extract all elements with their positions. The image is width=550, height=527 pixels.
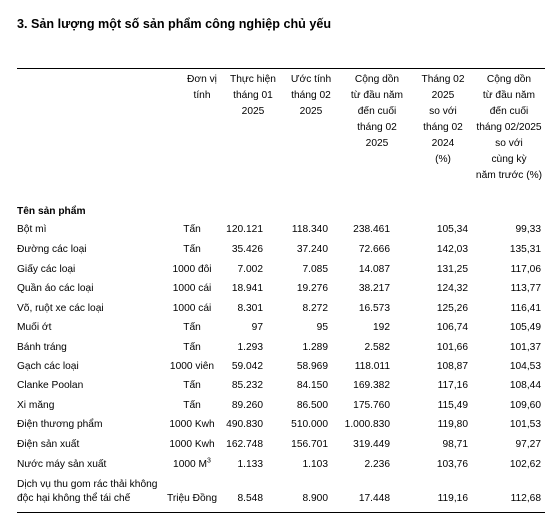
- value-cumulative: 72.666: [358, 244, 390, 255]
- value-feb: 1.103: [302, 459, 328, 470]
- unit-cell: 1000 Kwh: [169, 439, 215, 450]
- header-col4-line: tháng 02: [423, 122, 463, 133]
- product-name-line2: độc hại không thể tái chế: [17, 493, 131, 504]
- table-top-rule: [17, 68, 545, 69]
- value-yoy-cumulative: 101,53: [509, 419, 541, 430]
- table-bottom-rule: [17, 512, 545, 513]
- value-cumulative: 169.382: [353, 380, 390, 391]
- value-yoy-cumulative: 116,41: [510, 303, 541, 314]
- value-yoy-month: 124,32: [436, 283, 468, 294]
- value-cumulative: 2.236: [364, 459, 390, 470]
- value-feb: 86.500: [296, 400, 328, 411]
- value-yoy-cumulative: 112,68: [510, 493, 541, 504]
- header-unit-line: tính: [193, 90, 211, 101]
- unit-cell: Tấn: [183, 244, 201, 255]
- value-yoy-month: 131,25: [436, 264, 468, 275]
- value-yoy-cumulative: 109,60: [509, 400, 541, 411]
- header-col2-line: Ước tính: [290, 74, 332, 85]
- header-col2-line: tháng 02: [291, 90, 331, 101]
- header-col5-line: Cộng dồn: [486, 74, 532, 85]
- value-jan: 35.426: [231, 244, 263, 255]
- unit-cell: Tấn: [183, 380, 201, 391]
- header-col4: [416, 72, 470, 168]
- value-jan: 8.548: [237, 493, 263, 504]
- product-name: Clanke Poolan: [17, 380, 84, 391]
- header-col4-line: Tháng 02: [421, 74, 465, 85]
- value-feb: 118.340: [291, 224, 328, 235]
- unit-cell: Triệu Đồng: [166, 493, 218, 504]
- value-feb: 8.272: [302, 303, 328, 314]
- unit-cell: [160, 458, 224, 471]
- value-yoy-month: 106,74: [436, 322, 468, 333]
- value-cumulative: 1.000.830: [344, 419, 390, 430]
- header-col3-line: tháng 02: [357, 122, 397, 133]
- value-jan: 120.121: [226, 224, 263, 235]
- value-jan: 18.941: [231, 283, 263, 294]
- value-cumulative: 38.217: [358, 283, 390, 294]
- value-yoy-cumulative: 101,37: [509, 342, 541, 353]
- header-col1-line: Thực hiện: [230, 74, 276, 85]
- product-name: Dịch vụ thu gom rác thải không: [17, 479, 158, 490]
- header-col5-line: từ đầu năm: [482, 90, 536, 101]
- product-name: Bột mì: [17, 224, 47, 235]
- header-unit-line: Đơn vị: [187, 74, 217, 85]
- value-cumulative: 16.573: [358, 303, 390, 314]
- value-cumulative: 175.760: [353, 400, 390, 411]
- value-cumulative: 238.461: [353, 224, 390, 235]
- value-feb: 84.150: [296, 380, 328, 391]
- unit-cell: 1000 Kwh: [169, 419, 215, 430]
- value-yoy-month: 108,87: [436, 361, 468, 372]
- value-jan: 7.002: [237, 264, 263, 275]
- value-feb: 95: [316, 322, 328, 333]
- product-name: Xi măng: [17, 400, 55, 411]
- value-yoy-cumulative: 117,06: [510, 264, 541, 275]
- value-yoy-month: 115,49: [437, 400, 468, 411]
- header-col1-line: 2025: [241, 106, 265, 117]
- product-name: Quần áo các loại: [17, 283, 94, 294]
- header-col3-line: đến cuối: [357, 106, 397, 117]
- product-name: Nước máy sản xuất: [17, 459, 107, 470]
- header-col1: [227, 72, 279, 120]
- value-yoy-month: 103,76: [436, 459, 468, 470]
- product-name: Bánh tráng: [17, 342, 67, 353]
- value-jan: 1.133: [237, 459, 263, 470]
- value-cumulative: 192: [373, 322, 390, 333]
- header-col4-line: 2024: [431, 138, 455, 149]
- header-col3: [345, 72, 409, 152]
- header-col5: [472, 72, 546, 184]
- value-feb: 8.900: [302, 493, 328, 504]
- value-feb: 7.085: [302, 264, 328, 275]
- product-name: Điện sản xuất: [17, 439, 80, 450]
- header-col1-line: tháng 01: [233, 90, 273, 101]
- value-yoy-month: 117,16: [437, 380, 468, 391]
- section-label: Tên sản phẩm: [17, 206, 86, 217]
- unit-cell: 1000 cái: [172, 303, 212, 314]
- header-col3-line: 2025: [365, 138, 389, 149]
- header-col4-line: so với: [429, 106, 457, 117]
- value-yoy-month: 142,03: [436, 244, 468, 255]
- value-yoy-cumulative: 104,53: [509, 361, 541, 372]
- value-jan: 1.293: [237, 342, 263, 353]
- header-col5-line: tháng 02/2025: [476, 122, 542, 133]
- value-cumulative: 14.087: [358, 264, 390, 275]
- page-title: 3. Sản lượng một số sản phẩm công nghiệp chủ yếu: [17, 17, 332, 31]
- value-cumulative: 319.449: [353, 439, 390, 450]
- header-col3-line: từ đầu năm: [350, 90, 404, 101]
- value-cumulative: 17.448: [358, 493, 390, 504]
- value-feb: 1.289: [302, 342, 328, 353]
- value-yoy-cumulative: 105,49: [509, 322, 541, 333]
- value-yoy-month: 105,34: [436, 224, 468, 235]
- value-feb: 510.000: [291, 419, 328, 430]
- unit-cell: Tấn: [183, 224, 201, 235]
- unit-cell: Tấn: [183, 400, 201, 411]
- header-col2-line: 2025: [299, 106, 323, 117]
- header-col2: [285, 72, 337, 120]
- header-col4-line: 2025: [431, 90, 455, 101]
- value-yoy-month: 101,66: [436, 342, 468, 353]
- product-name: Đường các loại: [17, 244, 87, 255]
- header-col5-line: cùng kỳ: [491, 154, 527, 165]
- value-yoy-cumulative: 113,77: [510, 283, 541, 294]
- value-cumulative: 118.011: [354, 361, 390, 372]
- product-name: Giấy các loại: [17, 264, 76, 275]
- value-yoy-month: 119,16: [437, 493, 468, 504]
- unit-cell: Tấn: [183, 342, 201, 353]
- value-jan: 89.260: [231, 400, 263, 411]
- value-yoy-cumulative: 108,44: [509, 380, 541, 391]
- header-col5-line: đến cuối: [489, 106, 529, 117]
- value-jan: 97: [251, 322, 263, 333]
- header-col5-line: năm trước (%): [475, 170, 543, 181]
- product-name: Võ, ruột xe các loại: [17, 303, 104, 314]
- header-col4-line: (%): [435, 154, 451, 165]
- value-yoy-cumulative: 97,27: [515, 439, 541, 450]
- value-jan: 490.830: [226, 419, 263, 430]
- value-jan: 8.301: [237, 303, 263, 314]
- product-name: Gạch các loại: [17, 361, 79, 372]
- value-jan: 162.748: [226, 439, 263, 450]
- header-unit: [176, 72, 228, 104]
- value-feb: 19.276: [296, 283, 328, 294]
- unit-text: 1000 M: [173, 459, 208, 470]
- unit-cell: 1000 viên: [169, 361, 215, 372]
- unit-cell: 1000 đôi: [172, 264, 212, 275]
- value-yoy-month: 119,80: [437, 419, 468, 430]
- header-col3-line: Cộng dồn: [354, 74, 400, 85]
- value-jan: 59.042: [231, 361, 263, 372]
- value-yoy-month: 98,71: [442, 439, 468, 450]
- value-feb: 156.701: [291, 439, 328, 450]
- value-feb: 37.240: [296, 244, 328, 255]
- value-yoy-cumulative: 102,62: [509, 459, 541, 470]
- header-col5-line: so với: [495, 138, 523, 149]
- unit-cell: 1000 cái: [172, 283, 212, 294]
- unit-cell: Tấn: [183, 322, 201, 333]
- product-name: Muối ớt: [17, 322, 52, 333]
- value-yoy-month: 125,26: [436, 303, 468, 314]
- value-yoy-cumulative: 135,31: [509, 244, 541, 255]
- value-feb: 58.969: [296, 361, 328, 372]
- value-yoy-cumulative: 99,33: [515, 224, 541, 235]
- value-jan: 85.232: [231, 380, 263, 391]
- unit-superscript: 3: [207, 457, 211, 465]
- product-name: Điện thương phẩm: [17, 419, 103, 430]
- value-cumulative: 2.582: [364, 342, 390, 353]
